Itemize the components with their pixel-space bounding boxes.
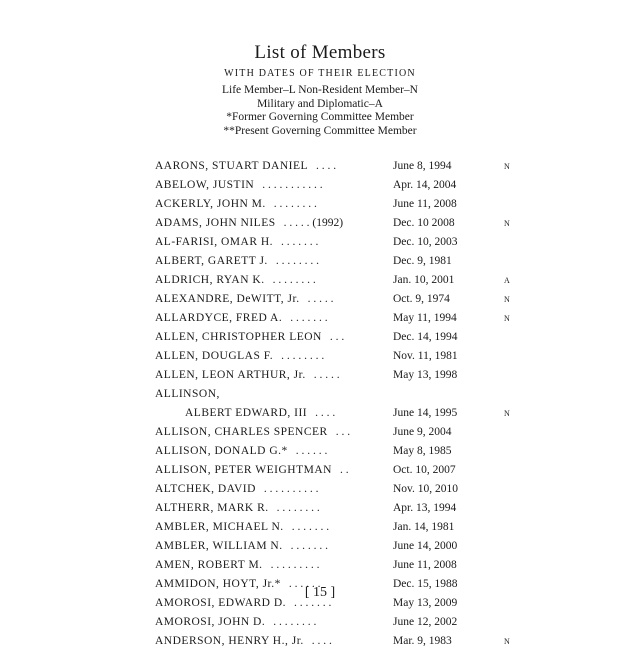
member-entry (155, 499, 515, 518)
member-name: AMMIDON, HOYT, Jr.* (155, 578, 281, 590)
election-date: Dec. 10 2008 (393, 217, 455, 229)
member-name: ALBERT EDWARD, III (185, 407, 308, 419)
election-date: June 12, 2002 (393, 616, 458, 628)
leader-dots: . . . (335, 426, 351, 438)
member-entry (155, 480, 515, 499)
leader-dots: . . . . . . . (291, 521, 330, 533)
member-entry (155, 537, 515, 556)
member-entry (155, 271, 515, 290)
member-name: ANDERSON, HENRY H., Jr. (155, 635, 304, 647)
election-date: May 8, 1985 (393, 445, 452, 457)
member-name: AMOROSI, JOHN D. (155, 616, 266, 628)
member-name: ALLISON, DONALD G.* (155, 445, 288, 457)
member-name: ALLINSON, (155, 388, 220, 400)
election-date: June 9, 2004 (393, 426, 452, 438)
election-date: Dec. 15, 1988 (393, 578, 458, 590)
election-date: Nov. 10, 2010 (393, 483, 459, 495)
membership-code: N (504, 295, 510, 304)
leader-dots: . . . . . . . . (273, 198, 317, 210)
election-date: Nov. 11, 1981 (393, 350, 458, 362)
member-name: AMEN, ROBERT M. (155, 559, 263, 571)
election-date: May 13, 1998 (393, 369, 458, 381)
page-subtitle: WITH DATES OF THEIR ELECTION (224, 68, 416, 79)
leader-dots: . . . . . . . . (276, 502, 320, 514)
legend-line: Military and Diplomatic–A (257, 97, 383, 110)
leader-dots: . . . . . . . . (273, 616, 317, 628)
membership-code: A (504, 276, 510, 285)
leader-dots: . . . . . . (288, 578, 321, 590)
membership-code: N (504, 409, 510, 418)
election-date: Apr. 13, 1994 (393, 502, 457, 514)
leader-dots: . . . . . . . (290, 540, 328, 552)
leader-dots: . . . . . . . (294, 597, 332, 609)
member-name: ADAMS, JOHN NILES (155, 217, 276, 229)
leader-dots: . . . . . . . . . . (263, 483, 319, 495)
member-entry (155, 176, 515, 195)
leader-dots: . . . . (316, 160, 337, 172)
election-date: Oct. 10, 2007 (393, 464, 456, 476)
member-entry (155, 290, 515, 309)
leader-dots: . . . (329, 331, 345, 343)
election-date: Oct. 9, 1974 (393, 293, 450, 305)
page-title: List of Members (254, 42, 386, 63)
member-name: AMOROSI, EDWARD D. (155, 597, 287, 609)
member-name: ACKERLY, JOHN M. (155, 198, 266, 210)
leader-dots: . . . . . . . (281, 236, 319, 248)
member-name: ALTHERR, MARK R. (155, 502, 269, 514)
member-name: ALLEN, DOUGLAS F. (155, 350, 274, 362)
election-date: June 11, 2008 (393, 559, 457, 571)
member-entry (155, 347, 515, 366)
leader-dots: . . . . . (307, 293, 334, 305)
leader-dots: . . . . (311, 635, 332, 647)
member-entry (155, 632, 515, 651)
election-date: Dec. 14, 1994 (393, 331, 458, 343)
leader-dots: . . . . (315, 407, 336, 419)
member-name: ALEXANDRE, DeWITT, Jr. (155, 293, 300, 305)
election-date: Jan. 10, 2001 (393, 274, 455, 286)
membership-code: N (504, 637, 510, 646)
member-entry (155, 423, 515, 442)
legend-line: *Former Governing Committee Member (226, 111, 414, 123)
election-date: June 8, 1994 (393, 160, 452, 172)
member-entry (155, 442, 515, 461)
member-entry (155, 214, 515, 233)
election-date: June 14, 2000 (393, 540, 458, 552)
member-entry (155, 385, 515, 404)
member-name: ALLEN, LEON ARTHUR, Jr. (155, 369, 306, 381)
leader-dots: . . . . . (1992) (283, 217, 344, 229)
member-name: ALLISON, PETER WEIGHTMAN (155, 464, 332, 476)
member-entry (155, 252, 515, 271)
member-name: AMBLER, MICHAEL N. (155, 521, 284, 533)
member-entry (155, 195, 515, 214)
member-entry (155, 328, 515, 347)
election-date: Dec. 10, 2003 (393, 236, 458, 248)
leader-dots: . . (339, 464, 349, 476)
page-number: [ 15 ] (304, 585, 336, 600)
election-date: May 11, 1994 (393, 312, 457, 324)
election-date: Jan. 14, 1981 (393, 521, 455, 533)
member-entry (155, 309, 515, 328)
member-name: ALLARDYCE, FRED A. (155, 312, 283, 324)
leader-dots: . . . . . . . . (281, 350, 325, 362)
member-entry (155, 556, 515, 575)
election-date: May 13, 2009 (393, 597, 458, 609)
member-entry (155, 613, 515, 632)
leader-dots: . . . . . . . . . . . (262, 179, 323, 191)
member-entry (155, 518, 515, 537)
election-date: Dec. 9, 1981 (393, 255, 452, 267)
election-date: Apr. 14, 2004 (393, 179, 457, 191)
member-entry (155, 404, 515, 423)
member-name: ALBERT, GARETT J. (155, 255, 268, 267)
leader-dots: . . . . . . . (290, 312, 328, 324)
leader-dots: . . . . . . . . . (270, 559, 320, 571)
member-entry (155, 366, 515, 385)
member-name: ABELOW, JUSTIN (155, 179, 255, 191)
member-name: ALTCHEK, DAVID (155, 483, 256, 495)
member-name: ALLISON, CHARLES SPENCER (155, 426, 328, 438)
election-date: June 14, 1995 (393, 407, 458, 419)
legend-line: **Present Governing Committee Member (223, 124, 417, 137)
leader-dots: . . . . . (313, 369, 340, 381)
member-entry (155, 157, 515, 176)
membership-code: N (504, 219, 510, 228)
member-name: AMBLER, WILLIAM N. (155, 540, 283, 552)
membership-code: N (504, 162, 510, 171)
member-name: ALDRICH, RYAN K. (155, 274, 265, 286)
election-date: Mar. 9, 1983 (393, 635, 452, 647)
leader-dots: . . . . . . . . (275, 255, 319, 267)
membership-code: N (504, 314, 510, 323)
member-list (155, 157, 515, 651)
election-date: June 11, 2008 (393, 198, 457, 210)
member-entry (155, 233, 515, 252)
membership-legend (0, 84, 640, 138)
member-name: ALLEN, CHRISTOPHER LEON (155, 331, 322, 343)
leader-dots: . . . . . . . . (272, 274, 316, 286)
member-name: AL-FARISI, OMAR H. (155, 236, 274, 248)
member-name: AARONS, STUART DANIEL (155, 160, 309, 172)
leader-dots: . . . . . . (295, 445, 328, 457)
legend-line: Life Member–L Non-Resident Member–N (222, 84, 418, 96)
member-entry (155, 461, 515, 480)
